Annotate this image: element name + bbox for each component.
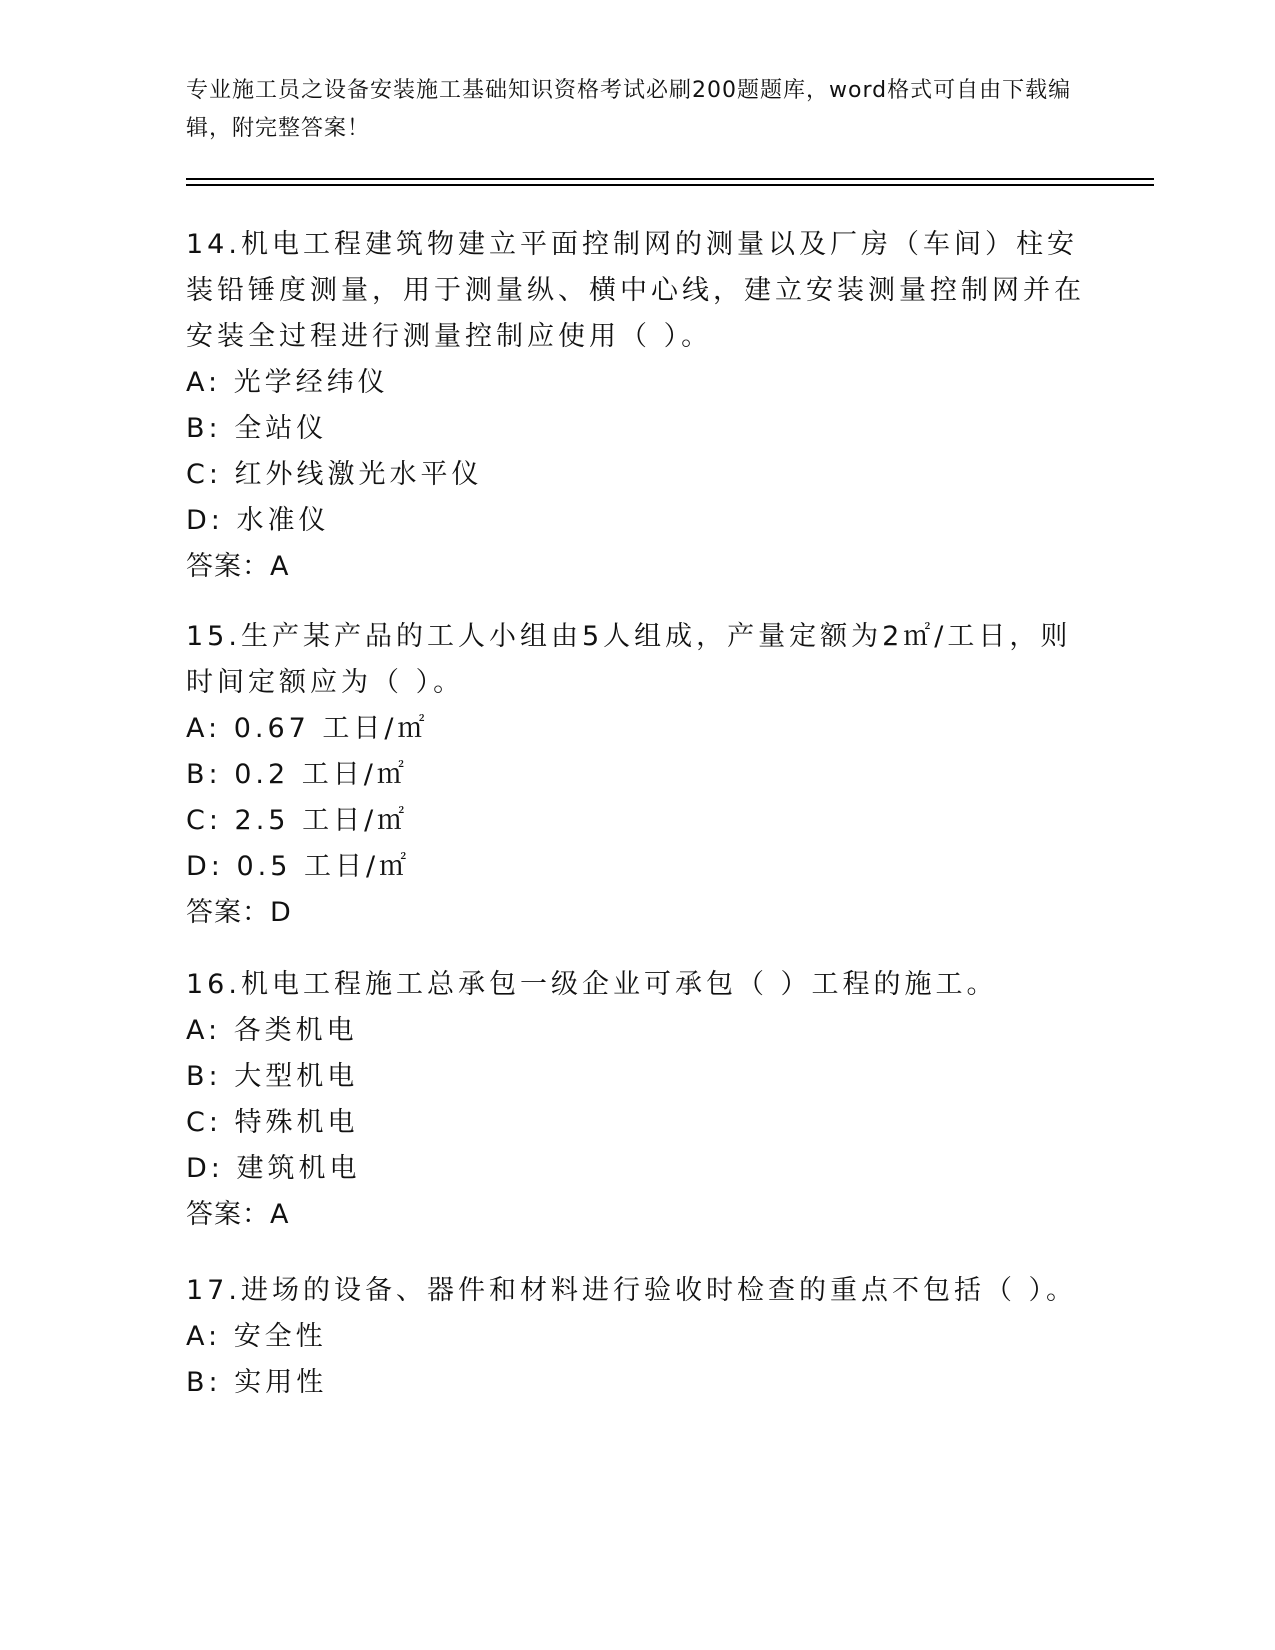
option-d (186, 844, 1086, 890)
header-divider-bottom (186, 184, 1154, 186)
option-text: 全站仪 (234, 413, 328, 444)
option-label: B: (186, 413, 222, 444)
option-text: 各类机电 (233, 1015, 358, 1046)
option-text: 0.2 工日/㎡ (234, 759, 408, 790)
option-label: D: (186, 1153, 224, 1184)
question-stem: 14.机电工程建筑物建立平面控制网的测量以及厂房（车间）柱安装铅锤度测量，用于测量纵、横中心线，建立安装测量控制网并在安装全过程进行测量控制应使用（ ）。 (186, 229, 1085, 352)
option-c (186, 798, 1086, 844)
option-label: A: (186, 713, 222, 744)
question-16 (186, 962, 1086, 1238)
answer: 答案：D (186, 897, 292, 928)
option-label: C: (186, 805, 222, 836)
option-text: 大型机电 (234, 1061, 359, 1092)
option-label: A: (186, 1015, 222, 1046)
option-text: 0.5 工日/㎡ (236, 851, 411, 882)
option-text: 0.67 工日/㎡ (233, 713, 429, 744)
option-b (186, 752, 1086, 798)
document-header: 专业施工员之设备安装施工基础知识资格考试必刷200题题库，word格式可自由下载编辑，附完整答案！ (186, 78, 1072, 141)
header-divider-top (186, 178, 1154, 180)
option-label: A: (186, 1321, 222, 1352)
option-label: C: (186, 459, 222, 490)
option-c (186, 1100, 1086, 1146)
option-b (186, 1054, 1086, 1100)
option-text: 特殊机电 (234, 1107, 359, 1138)
option-a (186, 1314, 1086, 1360)
question-stem: 16.机电工程施工总承包一级企业可承包（ ）工程的施工。 (186, 969, 998, 1000)
option-label: B: (186, 1061, 222, 1092)
option-label: B: (186, 1367, 222, 1398)
option-text: 实用性 (234, 1367, 328, 1398)
option-a (186, 360, 1086, 406)
option-label: C: (186, 1107, 222, 1138)
option-label: D: (186, 851, 224, 882)
option-a (186, 706, 1086, 752)
option-label: A: (186, 367, 222, 398)
option-text: 安全性 (233, 1321, 327, 1352)
answer: 答案：A (186, 1199, 290, 1230)
option-b (186, 1360, 1086, 1406)
option-d (186, 498, 1086, 544)
option-b (186, 406, 1086, 452)
option-text: 建筑机电 (236, 1153, 361, 1184)
question-14 (186, 222, 1086, 590)
question-stem: 15.生产某产品的工人小组由5人组成，产量定额为2㎡/工日，则时间定额应为（ ）。 (186, 621, 1072, 698)
option-text: 2.5 工日/㎡ (234, 805, 409, 836)
question-17 (186, 1268, 1086, 1406)
question-15 (186, 614, 1086, 936)
answer: 答案：A (186, 551, 290, 582)
question-stem: 17.进场的设备、器件和材料进行验收时检查的重点不包括（ ）。 (186, 1275, 1078, 1306)
option-text: 红外线激光水平仪 (234, 459, 483, 490)
option-label: B: (186, 759, 222, 790)
option-a (186, 1008, 1086, 1054)
option-c (186, 452, 1086, 498)
option-text: 水准仪 (236, 505, 330, 536)
option-d (186, 1146, 1086, 1192)
option-text: 光学经纬仪 (233, 367, 389, 398)
option-label: D: (186, 505, 224, 536)
